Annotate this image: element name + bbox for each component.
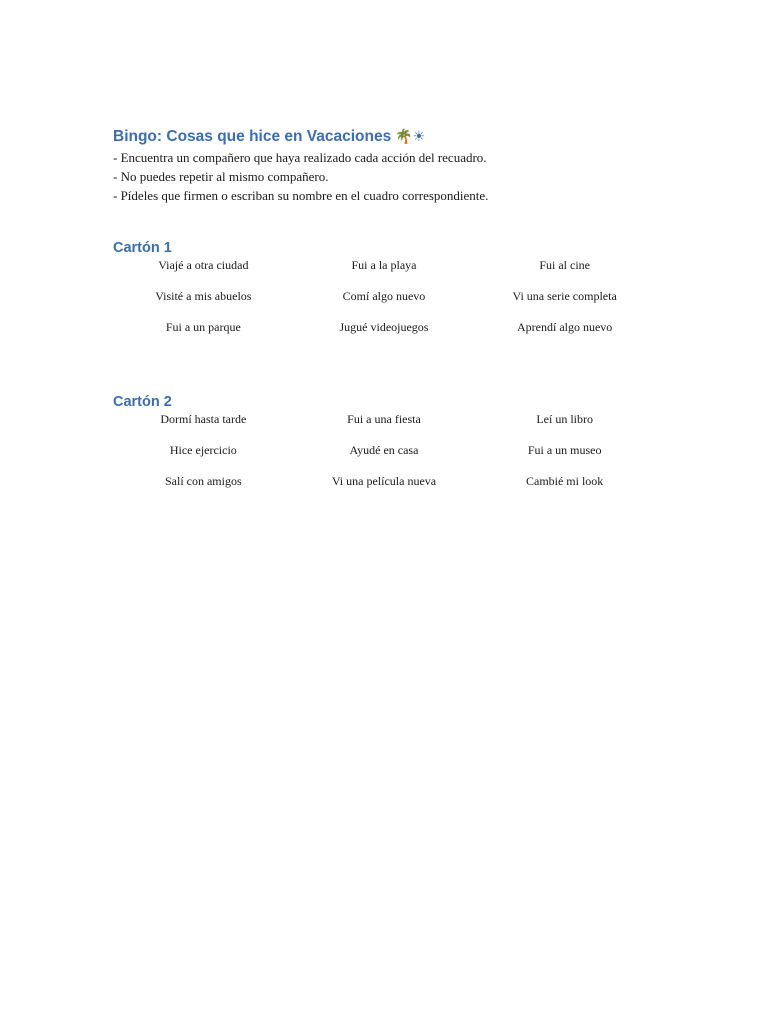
bingo-cell: Vi una serie completa bbox=[512, 289, 617, 303]
bingo-cell: Comí algo nuevo bbox=[342, 289, 426, 303]
bingo-cell: Fui a un parque bbox=[165, 319, 241, 334]
table-row bbox=[113, 258, 655, 289]
bingo-card-1 bbox=[113, 258, 655, 350]
bingo-cell: Ayudé en casa bbox=[349, 443, 419, 457]
title-text: Bingo: Cosas que hice en Vacaciones bbox=[113, 128, 392, 145]
bingo-cell: Hice ejercicio bbox=[169, 443, 237, 457]
rule-item: - Encuentra un compañero que haya realizado cada acción del recuadro. bbox=[113, 150, 487, 165]
bingo-cell: Fui a una fiesta bbox=[347, 412, 421, 426]
card-2-heading: Cartón 2 bbox=[113, 394, 172, 410]
rules-list bbox=[113, 148, 655, 205]
palm-sun-emoji-icon: 🌴☀ bbox=[395, 128, 426, 144]
card-1-heading: Cartón 1 bbox=[113, 240, 172, 256]
bingo-cell: Salí con amigos bbox=[164, 473, 242, 488]
bingo-card-2 bbox=[113, 412, 655, 504]
bingo-cell: Jugué videojuegos bbox=[339, 319, 429, 334]
bingo-cell: Visité a mis abuelos bbox=[155, 289, 252, 303]
rule-item: - No puedes repetir al mismo compañero. bbox=[113, 169, 329, 184]
bingo-cell: Dormí hasta tarde bbox=[160, 412, 247, 426]
bingo-cell: Fui a un museo bbox=[527, 443, 602, 457]
table-row bbox=[113, 412, 655, 443]
document-title bbox=[113, 124, 655, 148]
bingo-cell: Leí un libro bbox=[536, 412, 593, 426]
bingo-cell: Viajé a otra ciudad bbox=[158, 258, 249, 272]
table-row bbox=[113, 474, 655, 505]
rule-item: - Pídeles que firmen o escriban su nombre en el cuadro correspondiente. bbox=[113, 188, 489, 203]
bingo-cell: Aprendí algo nuevo bbox=[517, 319, 613, 334]
bingo-cell: Fui a la playa bbox=[351, 258, 417, 272]
bingo-cell: Fui al cine bbox=[539, 258, 590, 272]
bingo-cell: Cambié mi look bbox=[525, 473, 604, 488]
table-row bbox=[113, 289, 655, 320]
table-row bbox=[113, 443, 655, 474]
table-row bbox=[113, 320, 655, 351]
document-page bbox=[113, 124, 655, 504]
bingo-cell: Vi una película nueva bbox=[331, 473, 437, 488]
